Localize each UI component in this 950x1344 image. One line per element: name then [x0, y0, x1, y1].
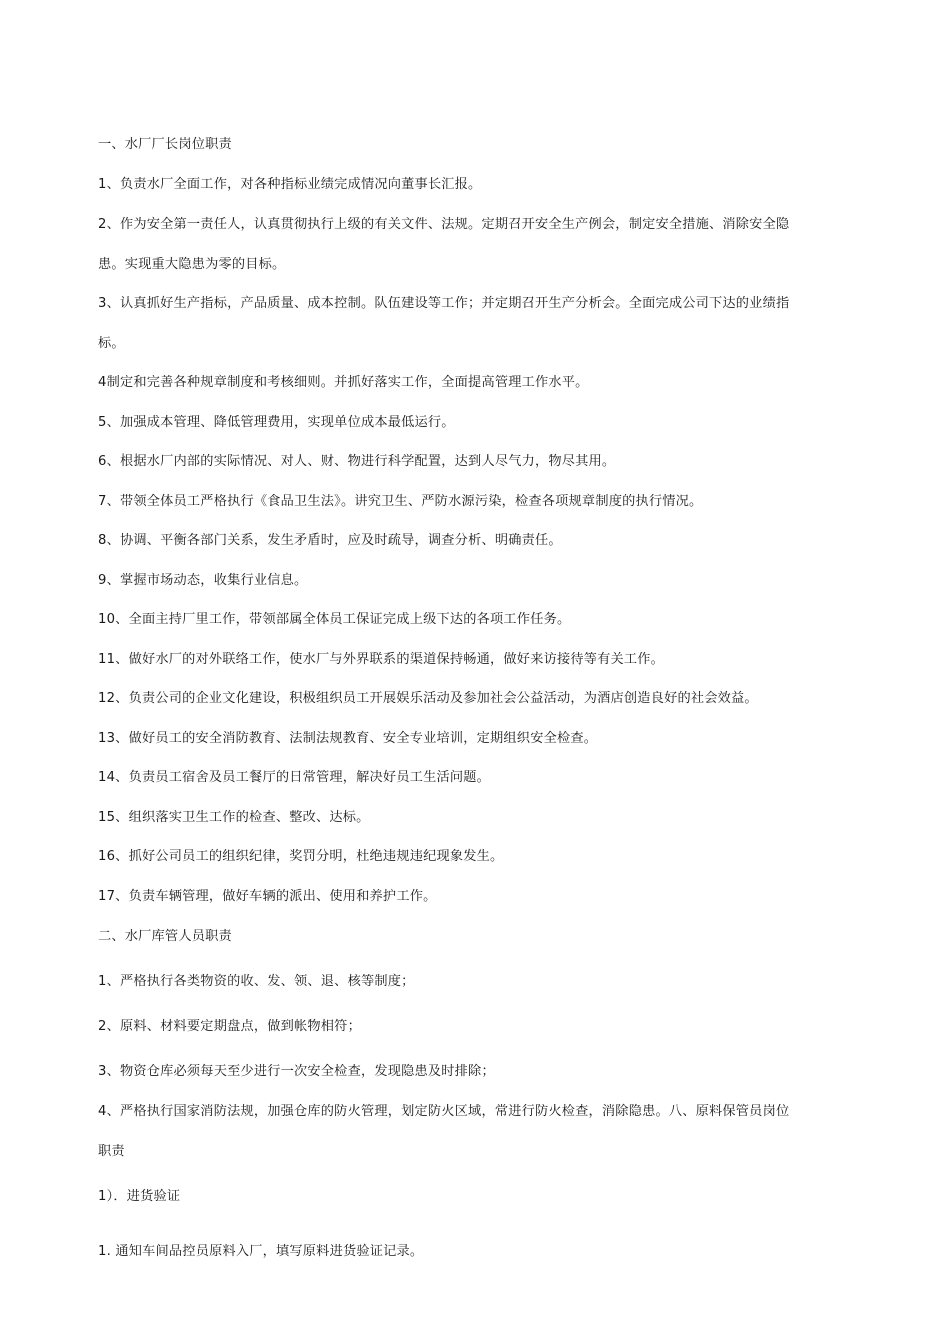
paragraph-line: 11、做好水厂的对外联络工作，使水厂与外界联系的渠道保持畅通，做好来访接待等有关工作。	[98, 652, 665, 667]
paragraph-line: 1、严格执行各类物资的收、发、领、退、核等制度；	[98, 974, 415, 989]
paragraph-line: 职责	[98, 1144, 125, 1159]
paragraph-line: 15、组织落实卫生工作的检查、整改、达标。	[98, 810, 370, 825]
paragraph-line: 5、加强成本管理、降低管理费用，实现单位成本最低运行。	[98, 415, 455, 430]
paragraph-line: 2、原料、材料要定期盘点，做到帐物相符；	[98, 1019, 361, 1034]
paragraph-line: 4制定和完善各种规章制度和考核细则。并抓好落实工作，全面提高管理工作水平。	[98, 375, 589, 390]
paragraph-line: 2、作为安全第一责任人，认真贯彻执行上级的有关文件、法规。定期召开安全生产例会，制定安全措施、消除安全隐	[98, 217, 790, 232]
paragraph-line: 3、认真抓好生产指标，产品质量、成本控制。队伍建设等工作；并定期召开生产分析会。全面完成公司下达的业绩指	[98, 296, 790, 311]
paragraph-line: 17、负责车辆管理，做好车辆的派出、使用和养护工作。	[98, 889, 437, 904]
paragraph-line: 4、严格执行国家消防法规，加强仓库的防火管理，划定防火区域，常进行防火检查，消除隐患。八、原料保管员岗位	[98, 1104, 790, 1119]
paragraph-line: 1、负责水厂全面工作，对各种指标业绩完成情况向董事长汇报。	[98, 177, 482, 192]
paragraph-line: 患。实现重大隐患为零的目标。	[98, 257, 286, 272]
section-heading-warehouse: 二、水厂库管人员职责	[98, 929, 232, 944]
paragraph-line: 14、负责员工宿舍及员工餐厅的日常管理，解决好员工生活问题。	[98, 770, 491, 785]
section-heading-director: 一、水厂厂长岗位职责	[98, 137, 232, 152]
paragraph-line: 16、抓好公司员工的组织纪律，奖罚分明，杜绝违规违纪现象发生。	[98, 849, 504, 864]
paragraph-line: 10、全面主持厂里工作，带领部属全体员工保证完成上级下达的各项工作任务。	[98, 612, 571, 627]
paragraph-line: 3、物资仓库必须每天至少进行一次安全检查，发现隐患及时排除；	[98, 1064, 495, 1079]
subsection-heading: 1）．进货验证	[98, 1189, 181, 1204]
paragraph-line: 13、做好员工的安全消防教育、法制法规教育、安全专业培训，定期组织安全检查。	[98, 731, 598, 746]
paragraph-line: 12、负责公司的企业文化建设，积极组织员工开展娱乐活动及参加社会公益活动，为酒店创造良好的社会效益。	[98, 691, 758, 706]
paragraph-line: 标。	[98, 336, 125, 351]
paragraph-line: 1. 通知车间品控员原料入厂，填写原料进货验证记录。	[98, 1244, 424, 1259]
paragraph-line: 9、掌握市场动态，收集行业信息。	[98, 573, 308, 588]
paragraph-line: 8、协调、平衡各部门关系，发生矛盾时，应及时疏导，调查分析、明确责任。	[98, 533, 562, 548]
paragraph-line: 6、根据水厂内部的实际情况、对人、财、物进行科学配置，达到人尽气力，物尽其用。	[98, 454, 616, 469]
paragraph-line: 7、带领全体员工严格执行《食品卫生法》。讲究卫生、严防水源污染，检查各项规章制度的执行情况。	[98, 494, 703, 509]
